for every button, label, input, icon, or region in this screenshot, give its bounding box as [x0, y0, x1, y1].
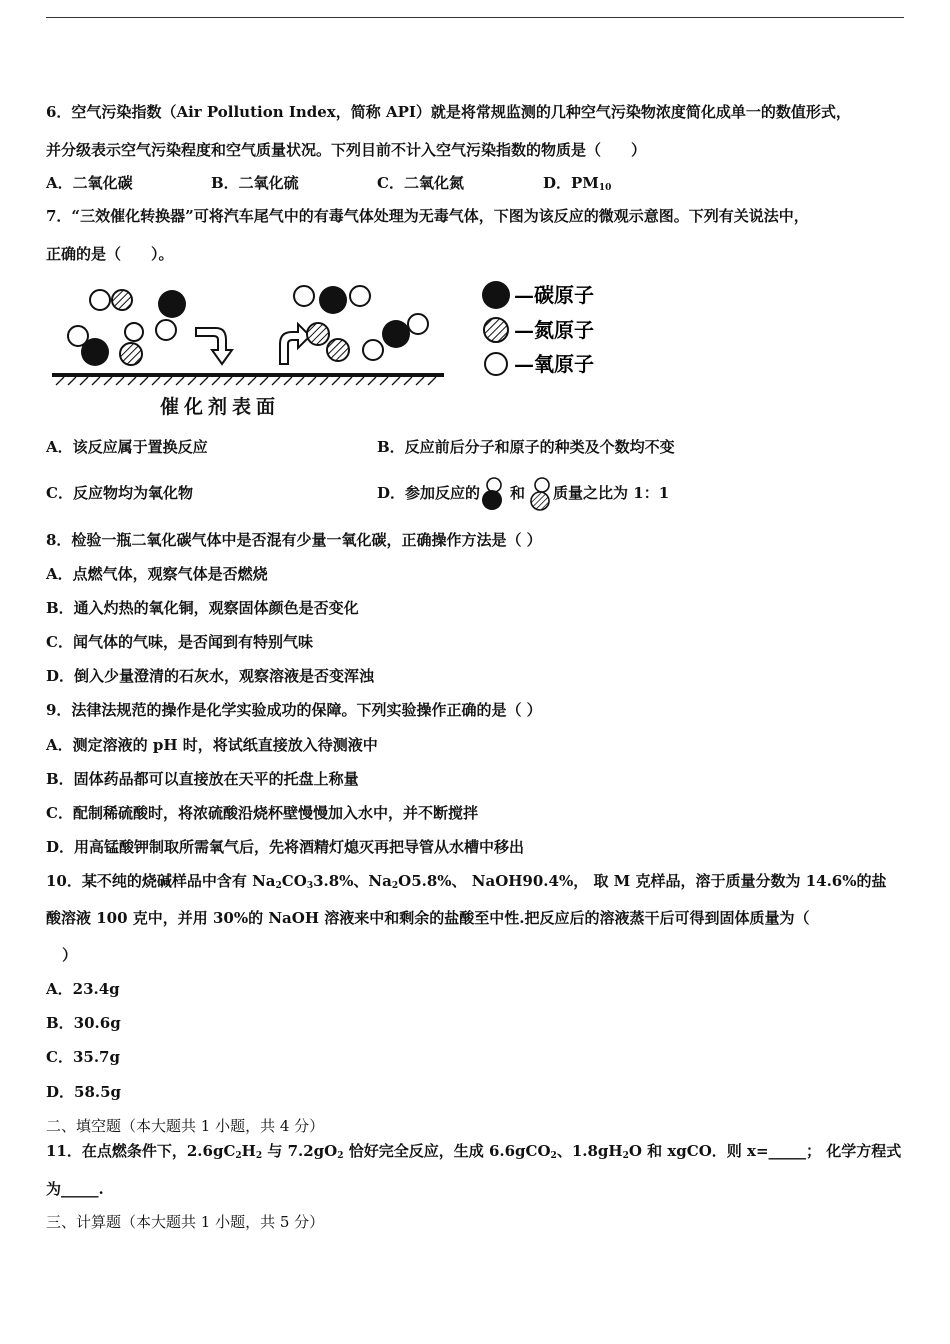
q7-stem-line1: 7．“三效催化转换器”可将汽车尾气中的有毒气体处理为无毒气体，下图为该反应的微观示意图。下列有关说法中， — [46, 207, 809, 225]
q7-option-d-prefix: D．参加反应的 — [377, 484, 481, 502]
q7-option-d-suffix: 质量之比为 1：1 — [553, 484, 670, 502]
q10-sub-2: 3 — [306, 881, 314, 891]
q10-option-a: A．23.4g — [46, 980, 120, 998]
q8-option-c: C．闻气体的气味，是否闻到有特别气味 — [46, 633, 313, 651]
q9-option-d: D．用高锰酸钾制取所需氧气后，先将酒精灯熄灭再把导管从水槽中移出 — [46, 838, 525, 856]
catalyst-surface — [52, 373, 444, 377]
q11-sub-1: 2 — [235, 1151, 242, 1161]
oxygen-atom — [294, 286, 314, 306]
q7-stem-line2: 正确的是（ ）。 — [46, 245, 174, 263]
q11-sub-2: 2 — [255, 1151, 263, 1161]
q10-option-c: C．35.7g — [46, 1048, 120, 1066]
q6-stem-line1: 6．空气污染指数（Air Pollution Index，简称 API）就是将常规监测的几种空气污染物浓度简化成单一的数值形式， — [46, 103, 851, 121]
q10-sub-3: 2 — [391, 881, 399, 891]
co-molecule-icon — [480, 476, 506, 512]
legend-nitrogen-label: —氮原子 — [514, 318, 594, 342]
no-molecule-icon — [529, 476, 553, 512]
oxygen-atom — [408, 314, 428, 334]
oxygen-atom — [125, 323, 143, 341]
q10-text-4: O5.8%、 NaOH90.4%， 取 M 克样品，溶于质量分数为 14.6%的盐 — [398, 872, 887, 890]
q10-text-3: 3.8%、Na — [313, 872, 392, 890]
q9-option-c: C．配制稀硫酸时，将浓硫酸沿烧杯壁慢慢加入水中，并不断搅拌 — [46, 804, 478, 822]
q7-option-b: B．反应前后分子和原子的种类及个数均不变 — [377, 438, 675, 456]
nitrogen-atom — [307, 323, 329, 345]
q9-option-b: B．固体药品都可以直接放在天平的托盘上称量 — [46, 770, 359, 788]
catalyst-label: 催化剂表面 — [160, 396, 281, 418]
q6-option-d-subscript: 10 — [598, 183, 612, 193]
reactant-molecules — [68, 290, 186, 366]
section-fill-in-heading: 二、填空题（本大题共 1 小题，共 4 分） — [46, 1117, 325, 1135]
q7-option-a: A．该反应属于置换反应 — [46, 438, 208, 456]
q7-option-d-and: 和 — [510, 484, 526, 502]
q11-text-5: 、1.8gH — [556, 1142, 623, 1160]
q11-text-3: 与 7.2gO — [262, 1142, 338, 1160]
nitrogen-atom — [112, 290, 132, 310]
oxygen-atom — [90, 290, 110, 310]
diagram-legend — [476, 278, 626, 378]
q9-option-a: A．测定溶液的 pH 时，将试纸直接放入待测液中 — [46, 736, 378, 754]
product-molecules — [294, 286, 428, 361]
q8-option-b: B．通入灼热的氧化铜，观察固体颜色是否变化 — [46, 599, 359, 617]
q11-sub-3: 2 — [337, 1151, 344, 1161]
surface-hatching — [56, 377, 436, 385]
nitrogen-atom — [327, 339, 349, 361]
q6-option-d — [543, 173, 611, 193]
q10-option-b: B．30.6g — [46, 1014, 121, 1032]
carbon-atom-legend-icon — [482, 281, 510, 309]
q11-text-4: 恰好完全反应，生成 6.6gCO — [343, 1142, 551, 1160]
q6-option-c: C．二氧化氮 — [377, 174, 464, 192]
q10-option-d: D．58.5g — [46, 1083, 122, 1101]
q6-option-a: A．二氧化碳 — [46, 174, 133, 192]
q6-option-d-text: D．PM — [543, 174, 599, 192]
q7-option-d — [377, 475, 669, 512]
q11-stem-line1 — [46, 1141, 901, 1161]
q8-option-a: A．点燃气体，观察气体是否燃烧 — [46, 565, 268, 583]
carbon-atom — [158, 290, 186, 318]
q10-text-2: CO — [281, 872, 307, 890]
q11-text-1: 11．在点燃条件下，2.6gC — [46, 1142, 236, 1160]
q10-text-1: 10．某不纯的烧碱样品中含有 Na — [46, 872, 276, 890]
q6-option-b: B．二氧化硫 — [211, 174, 299, 192]
legend-oxygen-label: —氧原子 — [514, 352, 594, 376]
oxygen-atom — [156, 320, 176, 340]
header-rule — [46, 17, 904, 18]
section-calculation-heading: 三、计算题（本大题共 1 小题，共 5 分） — [46, 1213, 325, 1231]
q10-stem-line3: ） — [62, 946, 78, 964]
q10-sub-1: 2 — [275, 881, 282, 891]
oxygen-atom — [350, 286, 370, 306]
legend-carbon-label: —碳原子 — [514, 283, 594, 307]
q10-stem-line1 — [46, 871, 887, 891]
q11-text-6: O 和 xgCO．则 x=_____； 化学方程式 — [628, 1142, 902, 1160]
q11-stem-line2: 为_____. — [46, 1180, 104, 1198]
q11-sub-4: 2 — [550, 1151, 557, 1161]
nitrogen-atom-legend-icon — [484, 318, 508, 342]
nitrogen-atom — [120, 343, 142, 365]
carbon-atom — [81, 338, 109, 366]
q11-text-2: H — [241, 1142, 256, 1160]
carbon-atom — [382, 320, 410, 348]
up-arrow-icon — [280, 324, 310, 364]
oxygen-atom-legend-icon — [485, 353, 507, 375]
down-arrow-icon — [196, 328, 232, 364]
q11-sub-5: 2 — [622, 1151, 629, 1161]
q7-option-c: C．反应物均为氧化物 — [46, 484, 193, 502]
q10-stem-line2: 酸溶液 100 克中，并用 30%的 NaOH 溶液来中和剩余的盐酸至中性.把反应后的溶液蒸干后可得到固体质量为（ — [46, 909, 810, 927]
q8-option-d: D．倒入少量澄清的石灰水，观察溶液是否变浑浊 — [46, 667, 375, 685]
q9-stem: 9．法律法规范的操作是化学实验成功的保障。下列实验操作正确的是（ ） — [46, 701, 542, 719]
q6-stem-line2: 并分级表示空气污染程度和空气质量状况。下列目前不计入空气污染指数的物质是（ ） — [46, 141, 647, 159]
oxygen-atom — [363, 340, 383, 360]
q8-stem: 8．检验一瓶二氧化碳气体中是否混有少量一氧化碳，正确操作方法是（ ） — [46, 531, 542, 549]
carbon-atom — [319, 286, 347, 314]
